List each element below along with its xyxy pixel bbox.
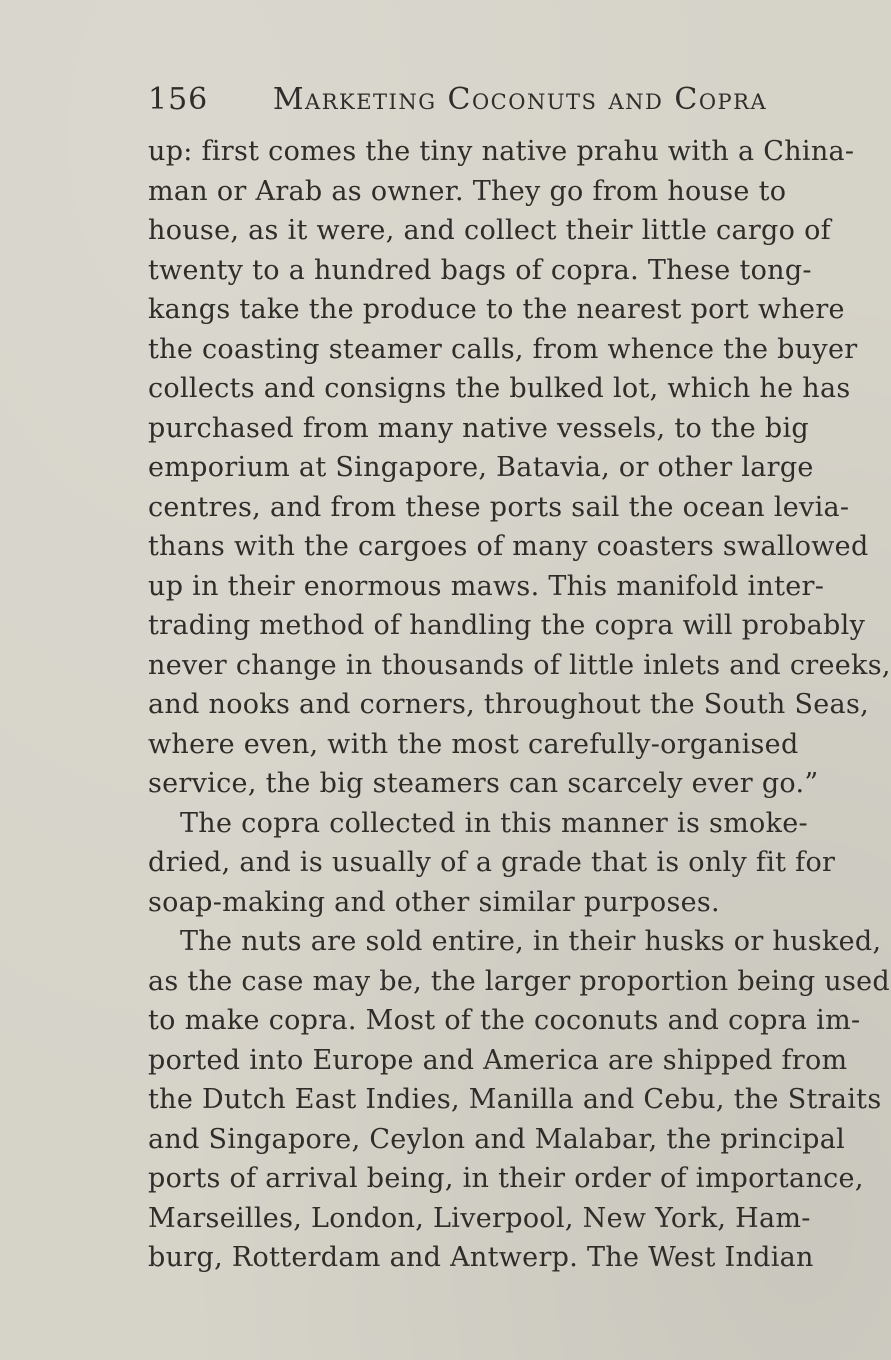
text-line: twenty to a hundred bags of copra. These tong- — [148, 254, 812, 286]
text-line: burg, Rotterdam and Antwerp. The West Indian — [148, 1242, 814, 1273]
text-line: The nuts are sold entire, in their husks or husked, — [180, 926, 882, 957]
page-header — [148, 78, 788, 122]
text-line: Marseilles, London, Liverpool, New York, Ham- — [148, 1202, 811, 1234]
page-number: 156 — [148, 82, 209, 117]
text-line: never change in thousands of little inlets and creeks, — [148, 649, 891, 681]
text-line: house, as it were, and collect their little cargo of — [148, 215, 831, 246]
body-text — [148, 132, 891, 1278]
text-line: thans with the cargoes of many coasters swallowed — [148, 531, 869, 562]
text-line: The copra collected in this manner is smoke- — [180, 807, 808, 839]
text-line: emporium at Singapore, Batavia, or other large — [148, 452, 814, 483]
text-line: ported into Europe and America are shipped from — [148, 1044, 848, 1076]
text-line: ports of arrival being, in their order of importance, — [148, 1163, 864, 1194]
text-line: up: first comes the tiny native prahu with a China- — [148, 136, 855, 167]
running-head: Marketing Coconuts and Copra — [272, 82, 768, 117]
text-line: as the case may be, the larger proportion being used — [148, 965, 890, 997]
text-line: collects and consigns the bulked lot, which he has — [148, 373, 851, 404]
text-line: and Singapore, Ceylon and Malabar, the principal — [148, 1123, 846, 1155]
text-line: man or Arab as owner. They go from house to — [148, 175, 787, 207]
text-line: service, the big steamers can scarcely ever go.” — [148, 768, 819, 799]
text-line: purchased from many native vessels, to the big — [148, 412, 810, 444]
text-line: the coasting steamer calls, from whence the buyer — [148, 333, 858, 365]
paragraph — [148, 922, 890, 1278]
text-line: trading method of handling the copra will probably — [148, 610, 866, 641]
text-line: the Dutch East Indies, Manilla and Cebu, the Straits — [148, 1084, 882, 1115]
text-line: centres, and from these ports sail the ocean levia- — [148, 491, 850, 523]
paragraph — [148, 132, 891, 804]
paragraph — [148, 804, 836, 923]
text-line: dried, and is usually of a grade that is only fit for — [148, 847, 836, 878]
text-line: kangs take the produce to the nearest port where — [148, 294, 845, 325]
text-line: to make copra. Most of the coconuts and copra im- — [148, 1005, 861, 1036]
text-line: up in their enormous maws. This manifold inter- — [148, 570, 825, 602]
text-line: where even, with the most carefully-organised — [148, 728, 799, 760]
text-line: and nooks and corners, throughout the South Seas, — [148, 689, 869, 720]
text-line: soap-making and other similar purposes. — [148, 886, 720, 918]
